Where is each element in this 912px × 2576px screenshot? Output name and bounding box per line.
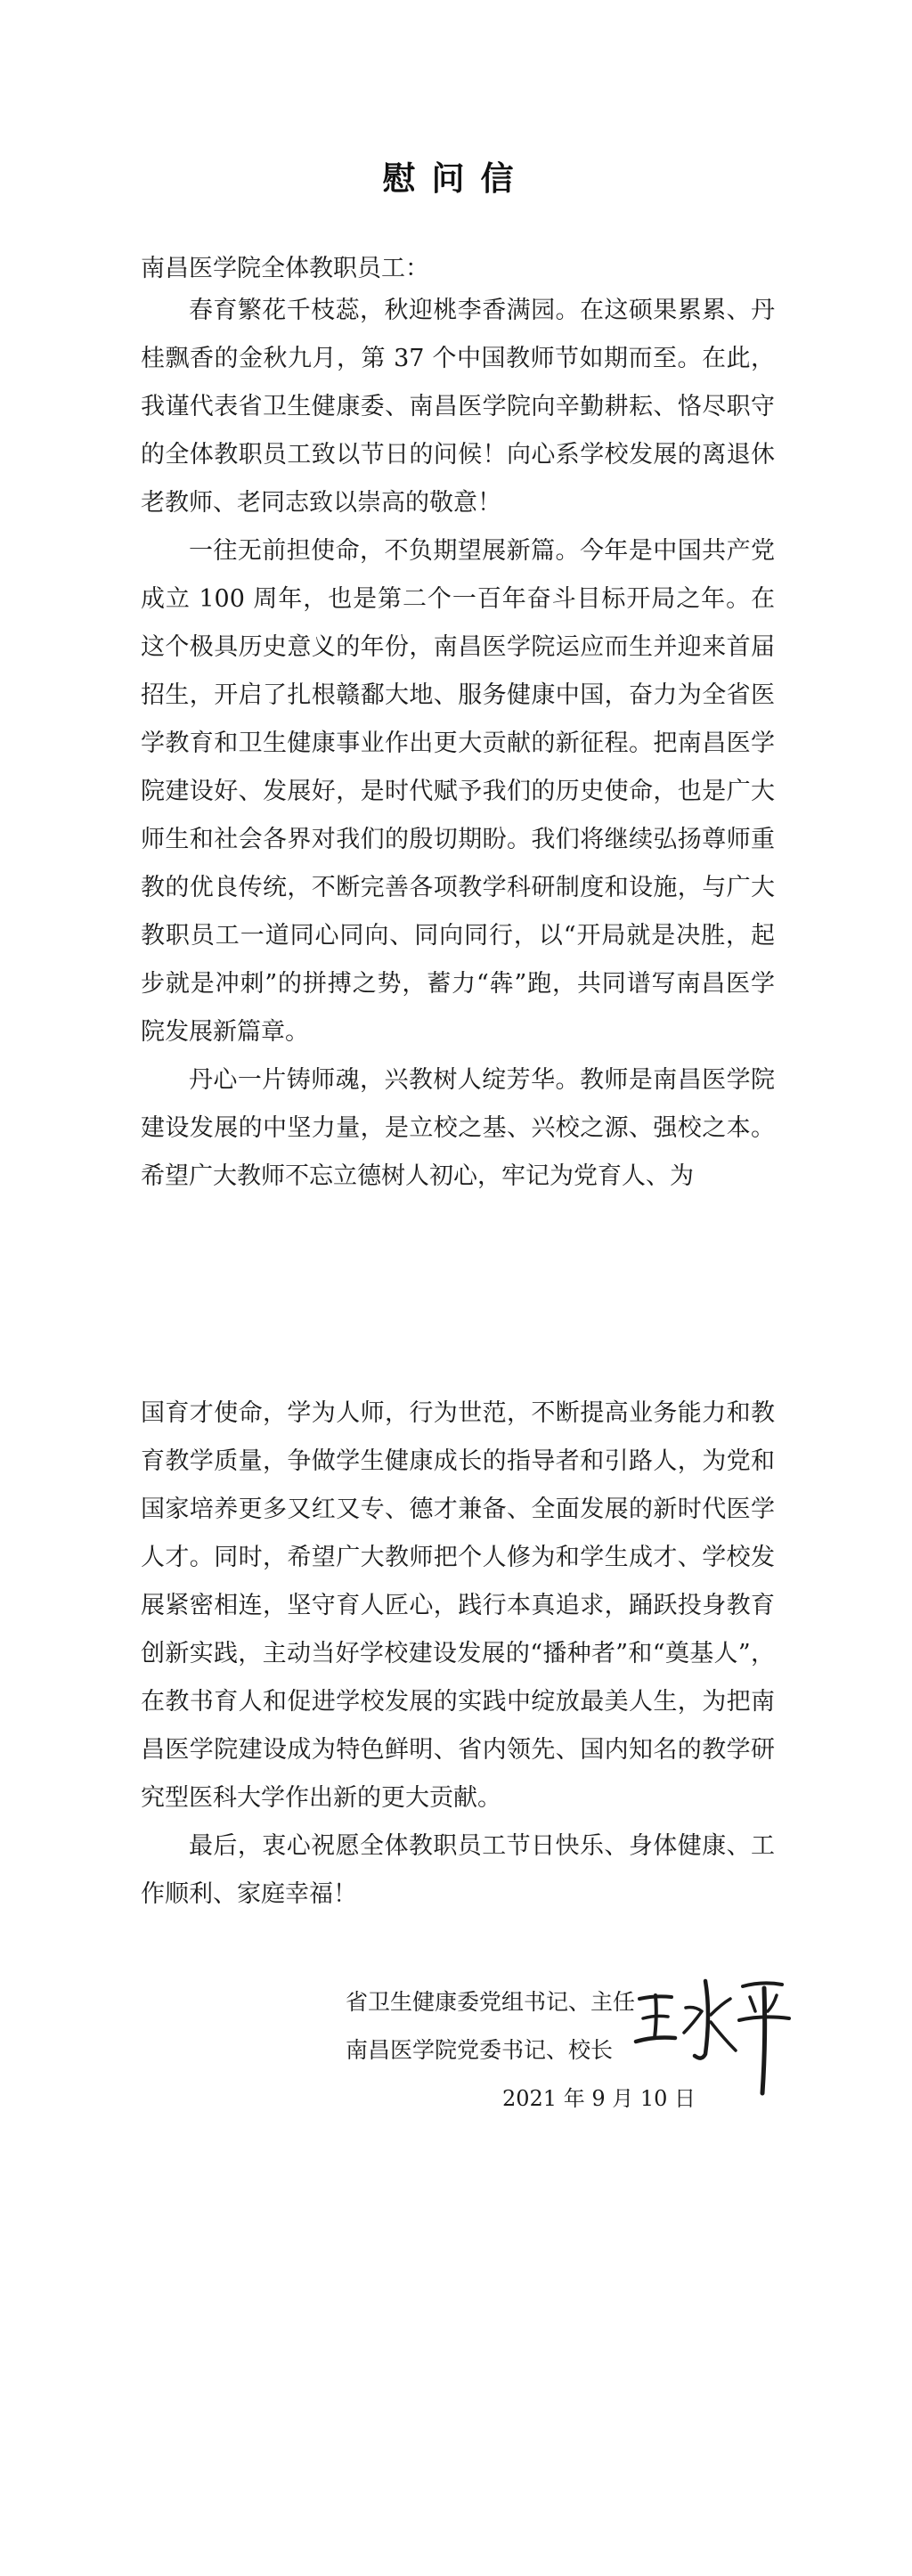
paragraph-closing-wishes: 最后，衷心祝愿全体教职员工节日快乐、身体健康、工作顺利、家庭幸福！	[141, 1832, 775, 1908]
handwritten-signature	[631, 1969, 800, 2102]
signature-block	[346, 1969, 844, 2129]
letter-date: 2021 年 9 月 10 日	[502, 2086, 696, 2111]
paragraph-teachers-continued: 国育才使命，学为人师，行为世范，不断提高业务能力和教育教学质量，争做学生健康成长的指导者和引路人，为党和国家培养更多又红又专、德才兼备、全面发展的新时代医学人才。同时，希望广大教师把个人修为和学生成才、学校发展紧密相连，坚守育人匠心，践行本真追求，踊跃投身教育创新实践，主动当好学校建设发展的“播种者”和“奠基人”，在教书育人和促进学校发展的实践中绽放最美人生，为把南昌医学院建设成为特色鲜明、省内领先、国内知名的教学研究型医科大学作出新的更大贡献。	[141, 1399, 775, 1812]
salutation: 南昌医学院全体教职员工：	[141, 255, 429, 282]
letter-body-bottom	[141, 1390, 775, 1919]
signatory-title-2: 南昌医学院党委书记、校长	[346, 2037, 614, 2063]
signatory-title-1: 省卫生健康委党组书记、主任	[346, 1989, 636, 2015]
paragraph-mission: 一往无前担使命，不负期望展新篇。今年是中国共产党成立 100 周年，也是第二个一百年奋斗目标开局之年。在这个极具历史意义的年份，南昌医学院运应而生并迎来首届招生，开启了扎根赣鄱大地、服务健康中国，奋力为全省医学教育和卫生健康事业作出更大贡献的新征程。把南昌医学院建设好、发展好，是时代赋予我们的历史使命，也是广大师生和社会各界对我们的殷切期盼。我们将继续弘扬尊师重教的优良传统，不断完善各项教学科研制度和设施，与广大教职员工一道同心同向、同向同行，以“开局就是决胜，起步就是冲刺”的拼搏之势，蓄力“犇”跑，共同谱写南昌医学院发展新篇章。	[141, 537, 775, 1046]
page-title: 慰问信	[382, 159, 530, 198]
letter-body-top	[141, 287, 775, 1201]
paragraph-teachers: 丹心一片铸师魂，兴教树人绽芳华。教师是南昌医学院建设发展的中坚力量，是立校之基、兴校之源、强校之本。希望广大教师不忘立德树人初心，牢记为党育人、为	[141, 1066, 775, 1190]
paragraph-greeting: 春育繁花千枝蕊，秋迎桃李香满园。在这硕果累累、丹桂飘香的金秋九月，第 37 个中国教师节如期而至。在此，我谨代表省卫生健康委、南昌医学院向辛勤耕耘、恪尽职守的全体教职员工致以节日的问候！向心系学校发展的离退休老教师、老同志致以崇高的敬意！	[141, 297, 775, 517]
